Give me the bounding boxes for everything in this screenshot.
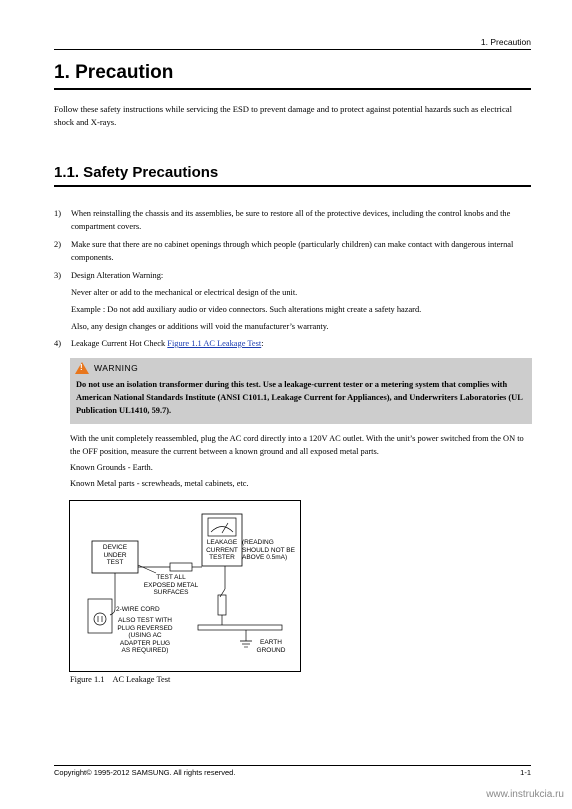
- running-header: 1. Precaution: [480, 37, 531, 47]
- footer-rule: [54, 765, 531, 766]
- figure-caption: [70, 675, 178, 684]
- item-text: Make sure that there are no cabinet openings through which people (particularly children) can make contact with dangerous internal components.: [71, 240, 514, 262]
- instruction-paragraph: With the unit completely reassembled, plug the AC cord directly into a 120V AC outlet. With the unit’s power switched from the ON to the OFF position, measure the current between a known ground and all exposed metal parts.: [70, 434, 524, 456]
- item-number: 2): [54, 240, 61, 249]
- plug-label: ALSO TEST WITH PLUG REVERSED (USING AC ADAPTER PLUG AS REQUIRED): [117, 617, 173, 654]
- warning-text: Do not use an isolation transformer during this test. Use a leakage-current tester or a metering system that complies with American National Standards Institute (ANSI C101.1, Leakage Current for Appliances), and Underwriters Laboratories (UL Publication UL1410, 59.7).: [76, 380, 523, 415]
- item-line: Example : Do not add auxiliary audio or video connectors. Such alterations might create a safety hazard.: [71, 305, 422, 314]
- leakage-test-diagram: [69, 500, 301, 672]
- list-item: [54, 337, 532, 350]
- exclamation-icon: !: [80, 363, 83, 372]
- item-number: 1): [54, 209, 61, 218]
- test-instructions: [70, 432, 534, 493]
- figure-link[interactable]: Figure 1.1 AC Leakage Test: [167, 339, 262, 348]
- section-rule: [54, 185, 531, 187]
- item-line: Design Alteration Warning:: [71, 271, 164, 280]
- header-rule: [54, 49, 531, 50]
- reading-label: (READING SHOULD NOT BE ABOVE 0.5mA): [242, 539, 295, 561]
- page-title: 1. Precaution: [54, 62, 174, 83]
- section-title: 1.1. Safety Precautions: [54, 164, 219, 181]
- warning-title: WARNING: [94, 363, 139, 373]
- tester-label: LEAKAGE CURRENT TESTER: [206, 539, 238, 561]
- list-item: [54, 207, 532, 233]
- instruction-line: Known Grounds - Earth.: [70, 463, 153, 472]
- list-item: [54, 269, 532, 337]
- intro-paragraph: Follow these safety instructions while servicing the ESD to prevent damage and to protect against potential hazards such as electrical shock and X-rays.: [54, 104, 512, 127]
- instruction-line: Known Metal parts - screwheads, metal cabinets, etc.: [70, 479, 249, 488]
- device-label: DEVICE UNDER TEST: [102, 544, 128, 566]
- caption-text: AC Leakage Test: [112, 675, 171, 684]
- caption-number: Figure 1.1: [70, 675, 105, 684]
- item-suffix: :: [261, 339, 264, 348]
- earth-label: EARTH GROUND: [256, 639, 286, 654]
- list-item: [54, 238, 532, 264]
- item-number: 3): [54, 271, 61, 280]
- copyright: Copyright© 1995-2012 SAMSUNG. All rights reserved.: [54, 768, 236, 777]
- cord-label: 2-WIRE CORD: [116, 606, 160, 613]
- title-rule: [54, 88, 531, 90]
- item-text: When reinstalling the chassis and its assemblies, be sure to restore all of the protective devices, including the control knobs and the compartment covers.: [71, 209, 511, 231]
- item-number: 4): [54, 339, 61, 348]
- page-number: 1-1: [520, 768, 531, 777]
- test-all-label: TEST ALL EXPOSED METAL SURFACES: [143, 574, 199, 596]
- item-text: Leakage Current Hot Check: [71, 339, 168, 348]
- item-line: Never alter or add to the mechanical or electrical design of the unit.: [71, 288, 298, 297]
- warning-box: [70, 358, 532, 424]
- watermark: www.instrukcia.ru: [486, 789, 564, 800]
- item-line: Also, any design changes or additions will void the manufacturer’s warranty.: [71, 322, 329, 331]
